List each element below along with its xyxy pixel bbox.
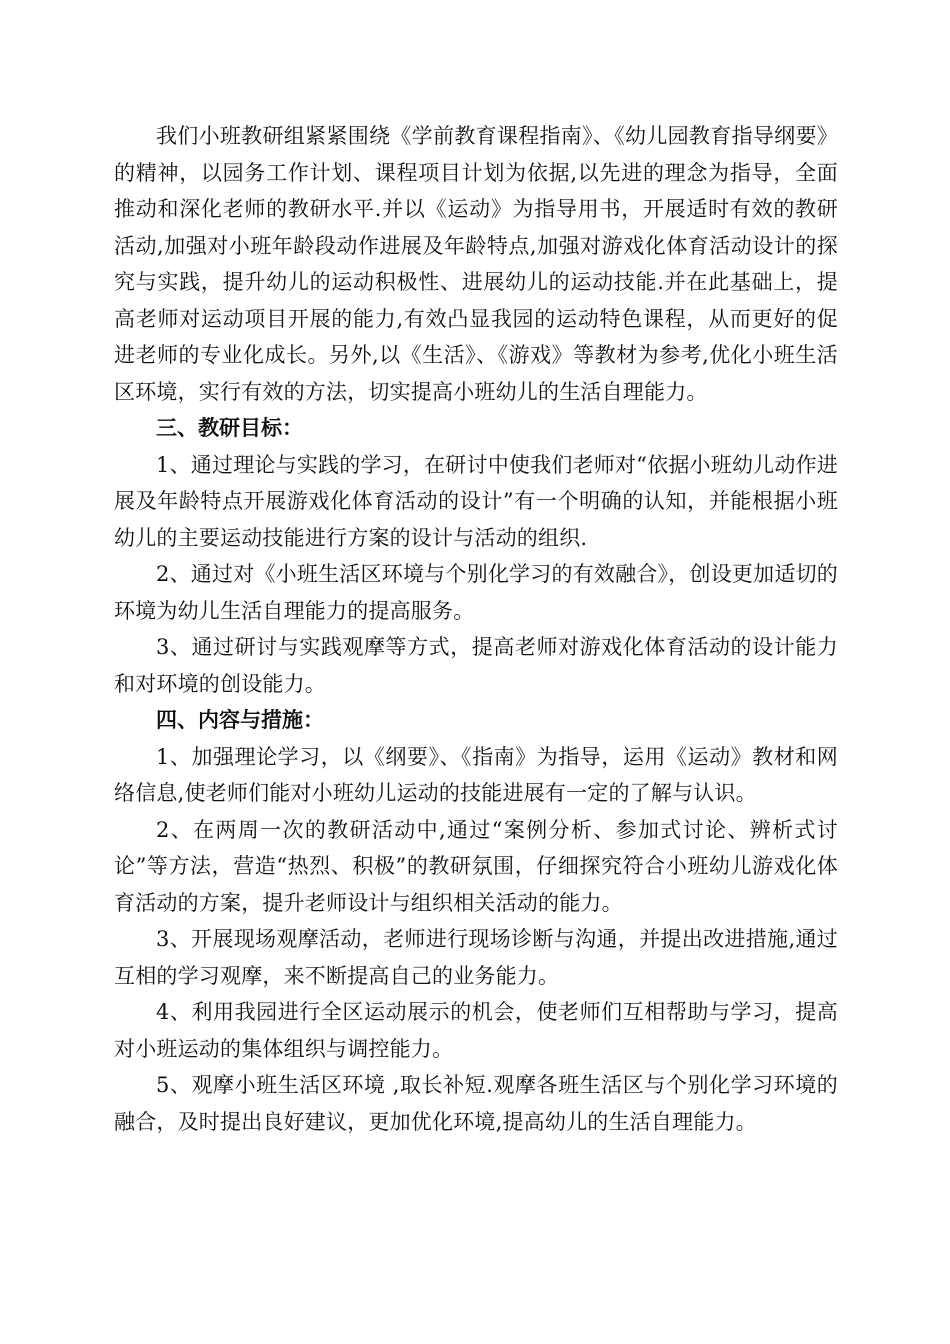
goal-item-1: 1、通过理论与实践的学习，在研讨中使我们老师对“依据小班幼儿动作进展及年龄特点开展游戏化体育活动的设计”有一个明确的认知，并能根据小班幼儿的主要运动技能进行方案的设计与活动的组织. (114, 452, 838, 550)
measure-item-1: 1、加强理论学习，以《纲要》、《指南》为指导，运用《运动》教材和网络信息,使老师们能对小班幼儿运动的技能进展有一定的了解与认识。 (114, 744, 838, 805)
measure-item-5: 5、观摩小班生活区环境 ,取长补短.观摩各班生活区与个别化学习环境的融合，及时提出良好建议，更加优化环境,提高幼儿的生活自理能力。 (114, 1073, 838, 1134)
intro-paragraph: 我们小班教研组紧紧围绕《学前教育课程指南》、《幼儿园教育指导纲要》的精神，以园务工作计划、课程项目计划为依据,以先进的理念为指导，全面推动和深化老师的教研水平.并以《运动》为指导用书，开展适时有效的教研活动,加强对小班年龄段动作进展及年龄特点,加强对游戏化体育活动设计的探究与实践，提升幼儿的运动积极性、进展幼儿的运动技能.并在此基础上，提高老师对运动项目开展的能力,有效凸显我园的运动特色课程，从而更好的促进老师的专业化成长。另外,以《生活》、《游戏》等教材为参考,优化小班生活区环境，实行有效的方法，切实提高小班幼儿的生活自理能力。 (114, 124, 838, 404)
measure-item-2: 2、在两周一次的教研活动中,通过“案例分析、参加式讨论、辨析式讨论”等方法，营造“热烈、积极”的教研氛围，仔细探究符合小班幼儿游戏化体育活动的方案，提升老师设计与组织相关活动的能力。 (114, 817, 838, 915)
section-heading-goals: 三、教研目标： (156, 415, 303, 440)
section-heading-measures: 四、内容与措施： (156, 707, 324, 732)
measure-item-4: 4、利用我园进行全区运动展示的机会，使老师们互相帮助与学习，提高对小班运动的集体组织与调控能力。 (114, 1000, 838, 1061)
document-page (114, 118, 838, 1140)
goal-item-2: 2、通过对《小班生活区环境与个别化学习的有效融合》，创设更加适切的环境为幼儿生活自理能力的提高服务。 (114, 562, 838, 623)
measure-item-3: 3、开展现场观摩活动，老师进行现场诊断与沟通，并提出改进措施,通过互相的学习观摩，来不断提高自己的业务能力。 (114, 927, 838, 988)
goal-item-3: 3、通过研讨与实践观摩等方式，提高老师对游戏化体育活动的设计能力和对环境的创设能力。 (114, 635, 838, 696)
